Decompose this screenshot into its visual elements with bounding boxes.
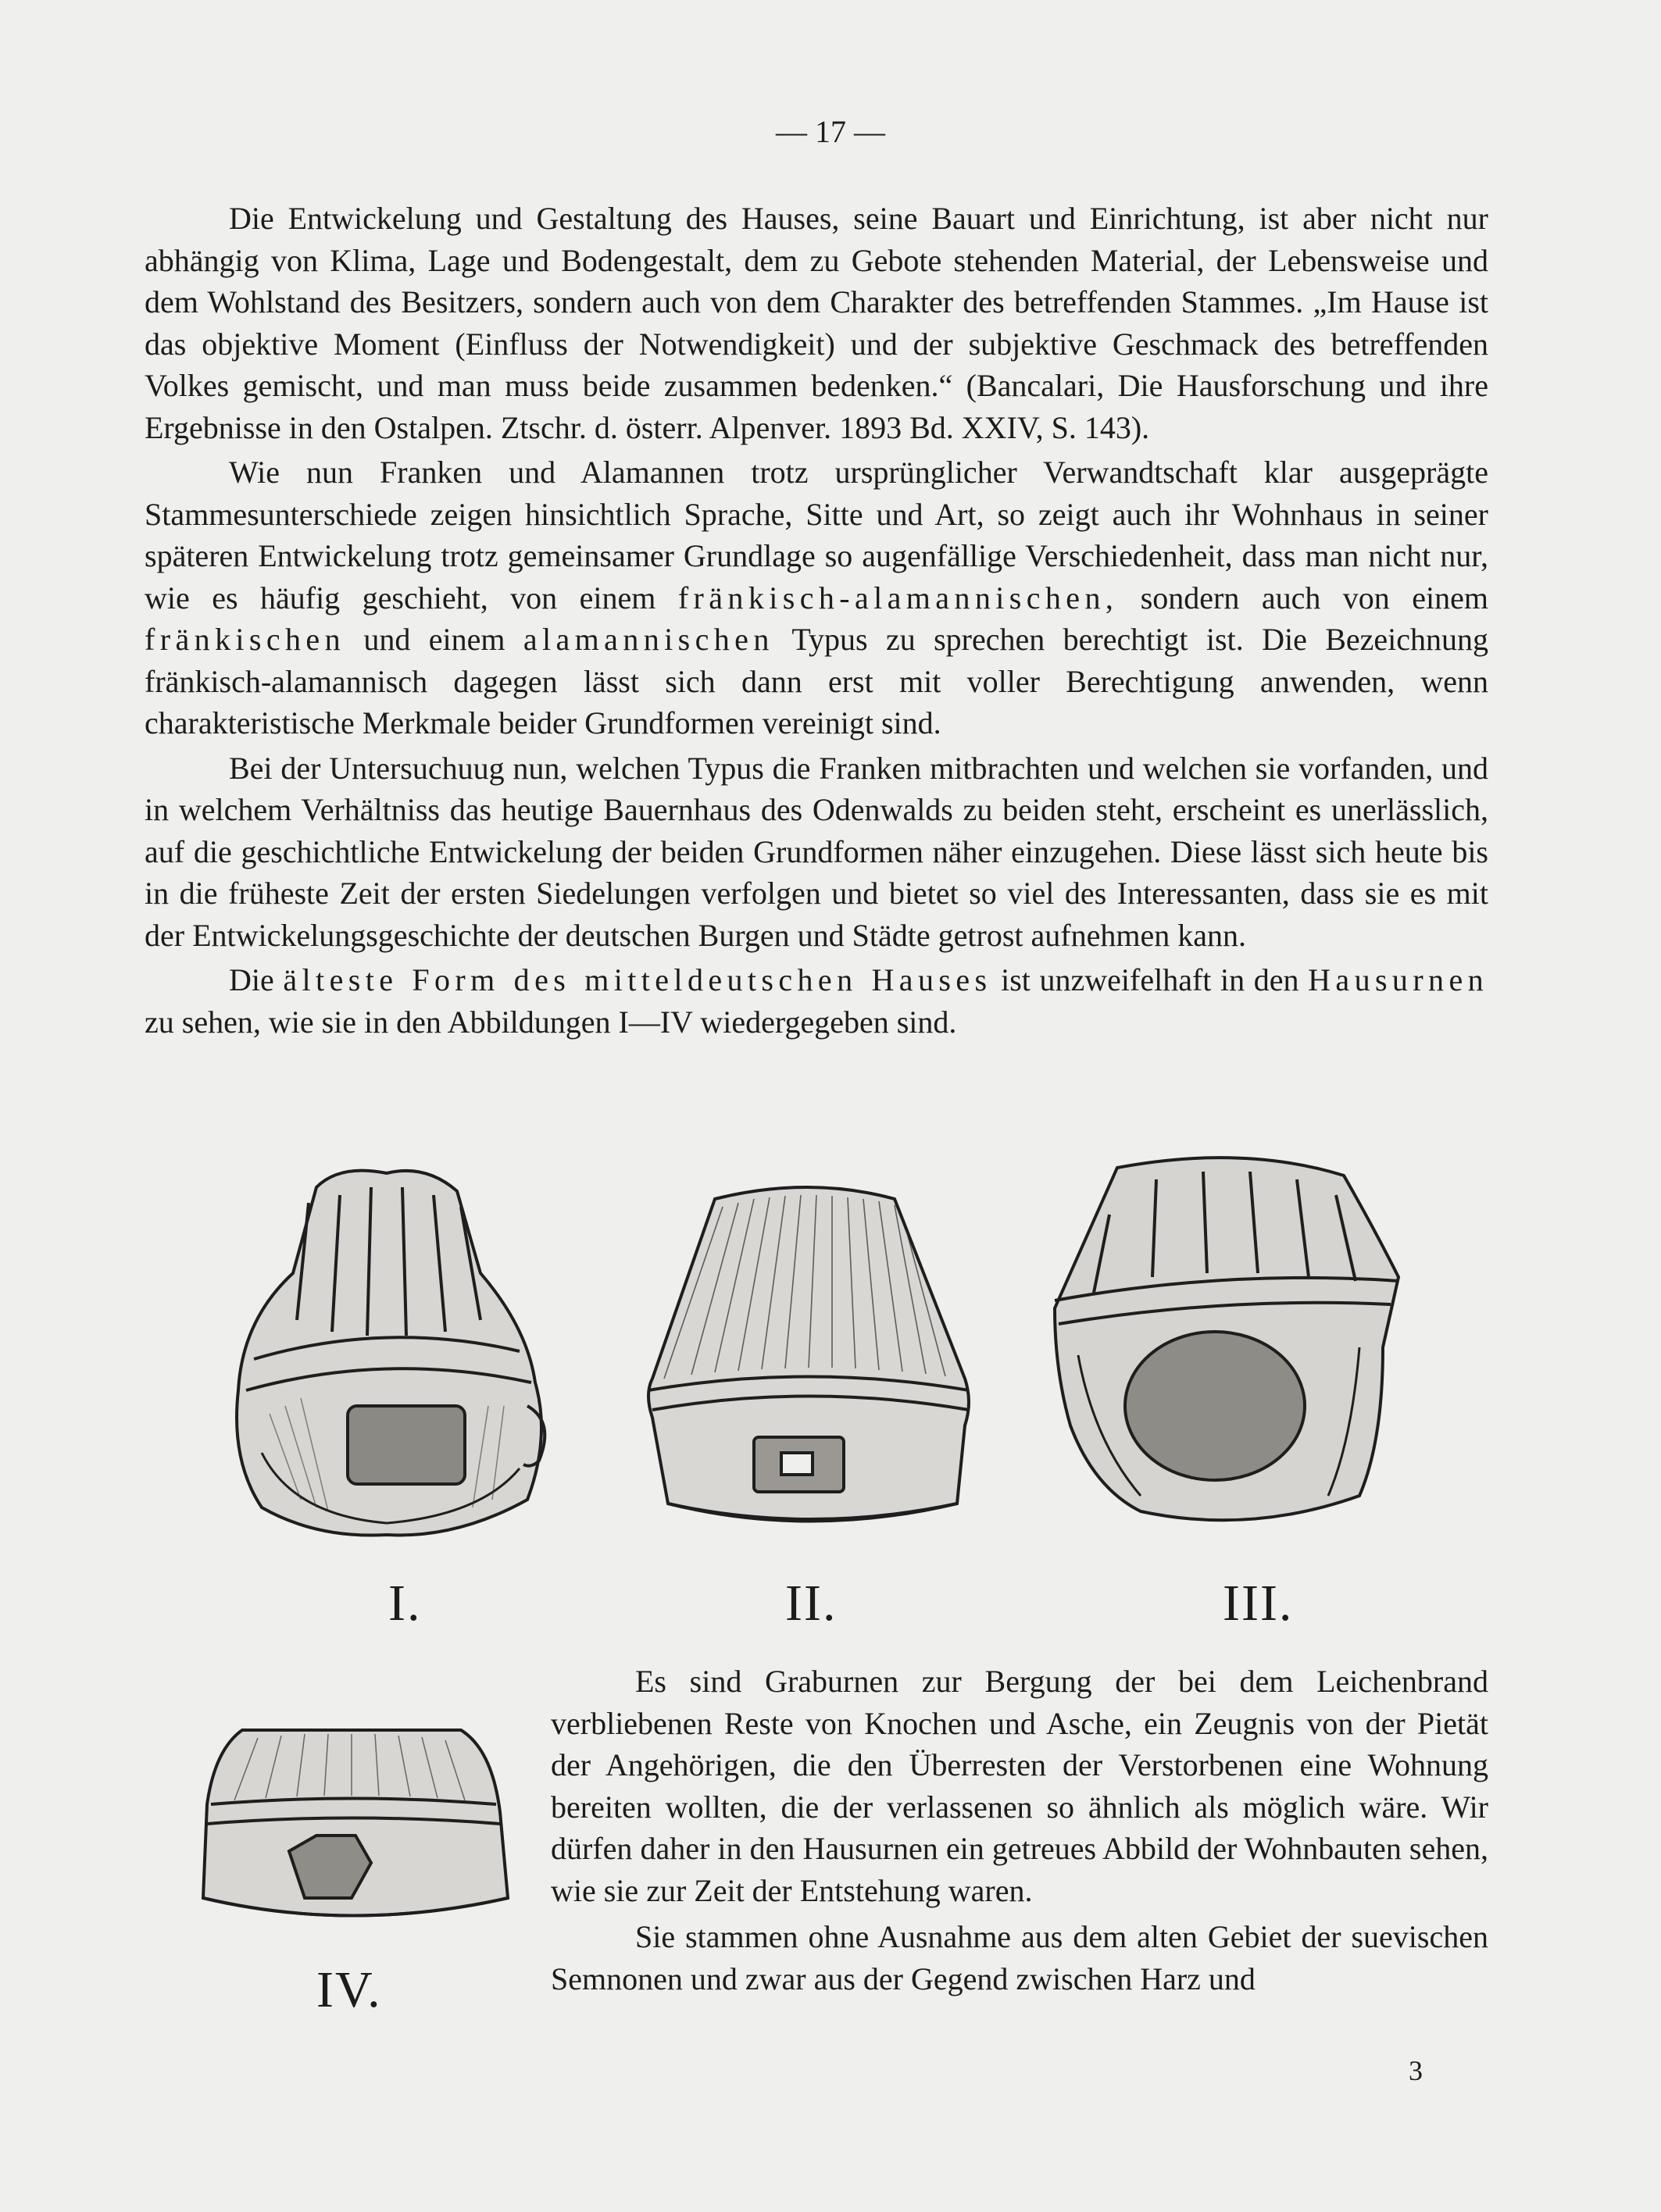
side-text	[551, 1661, 1488, 2004]
urn-1-illustration	[223, 1156, 559, 1554]
p4-text-a: Die	[229, 962, 274, 997]
paragraph-3: Bei der Untersuchuug nun, welchen Typus die Franken mitbrachten und welchen sie vorfanden, und in welchem Verhältniss das heutige Bauernhaus des Odenwalds zu beiden steht, erscheint es unerlässlich, auf die geschichtliche Entwickelung der beiden Grundformen näher einzugehen. Diese lässt sich heute bis in die früheste Zeit der ersten Siedelungen verfolgen und bietet so viel des Interessanten, dass sie es mit der Entwickelungsgeschichte der deutschen Burgen und Städte getrost aufnehmen kann.	[145, 750, 1488, 953]
p2-spaced-2: fränkischen	[145, 622, 345, 657]
p4-text-b: ist unzweifelhaft in den	[1001, 962, 1299, 997]
paragraph-4	[145, 959, 1488, 1043]
p2-text-d: Typus zu sprechen berechtigt ist. Die Bezeichnung fränkisch-alamannisch dagegen lässt sich dann erst mit voller Berechtigung anwenden, wenn charakteristische Merkmale beider Grundformen vereinigt sind.	[145, 622, 1489, 740]
p2-text-a: Wie nun Franken und Alamannen trotz ursprünglicher Verwandtschaft klar ausgeprägte Stammesunterschiede zeigen hinsichtlich Sprache, Sitte und Art, so zeigt auch ihr Wohnhaus in seiner späteren Entwickelung trotz gemeinsamer Grundlage so augenfällige Verschiedenheit, dass man nicht nur, wie es häufig geschieht, von einem	[145, 455, 1488, 615]
figure-2-label: II.	[785, 1575, 838, 1632]
figure-1-label: I.	[388, 1575, 422, 1632]
p2-text-b: sondern auch von einem	[1140, 580, 1488, 615]
figure-4-urn	[188, 1718, 516, 1937]
paragraph-5: Es sind Graburnen zur Bergung der bei dem Leichenbrand verbliebenen Reste von Knochen und Asche, ein Zeugnis von der Pietät der Angehörigen, die den Überresten der Verstorbenen eine Wohnung bereiten wollten, die der verlassenen so ähnlich als möglich wäre. Wir dürfen daher in den Hausurnen ein getreues Abbild der Wohnbauten sehen, wie sie zur Zeit der Entstehung waren.	[551, 1664, 1488, 1908]
urn-2-illustration	[637, 1168, 981, 1543]
paragraph-1: Die Entwickelung und Gestaltung des Hauses, seine Bauart und Einrichtung, ist aber nicht nur abhängig von Klima, Lage und Bodengestalt, dem zu Gebote stehenden Material, der Lebensweise und dem Wohlstand des Besitzers, sondern auch von dem Charakter des betreffenden Stammes. „Im Hause ist das objektive Moment (Einfluss der Notwendigkeit) und der subjektive Geschmack des betreffenden Volkes gemischt, und man muss beide zusammen bedenken.“ (Bancalari, Die Hausforschung und ihre Ergebnisse in den Ostalpen. Ztschr. d. österr. Alpenver. 1893 Bd. XXIV, S. 143).	[145, 201, 1488, 445]
paragraph-6: Sie stammen ohne Ausnahme aus dem alten Gebiet der suevischen Semnonen und zwar aus der Gegend zwischen Harz und	[551, 1919, 1488, 1996]
urn-4-illustration	[188, 1718, 516, 1937]
figure-3-urn	[1047, 1144, 1406, 1535]
figure-2-urn	[637, 1168, 981, 1543]
urn-3-illustration	[1047, 1144, 1406, 1535]
p4-spaced-1: älteste Form des mitteldeutschen Hauses	[283, 962, 992, 997]
figure-1-urn	[223, 1156, 559, 1554]
p4-spaced-2: Hausurnen	[1308, 962, 1489, 997]
p2-spaced-3: alamannischen	[523, 622, 774, 657]
paragraph-2	[145, 451, 1488, 744]
p2-spaced-1: fränkisch-alamannischen,	[677, 580, 1119, 615]
page-number: — 17 —	[776, 114, 885, 149]
figure-3-label: III.	[1223, 1575, 1294, 1632]
footer-signature-mark: 3	[1409, 2055, 1423, 2086]
p4-text-c: zu sehen, wie sie in den Abbildungen I—IV wiedergegeben sind.	[145, 1004, 957, 1040]
main-text	[145, 198, 1488, 1046]
p2-text-c: und einem	[363, 622, 505, 657]
figure-4-label: IV.	[316, 1961, 382, 2018]
